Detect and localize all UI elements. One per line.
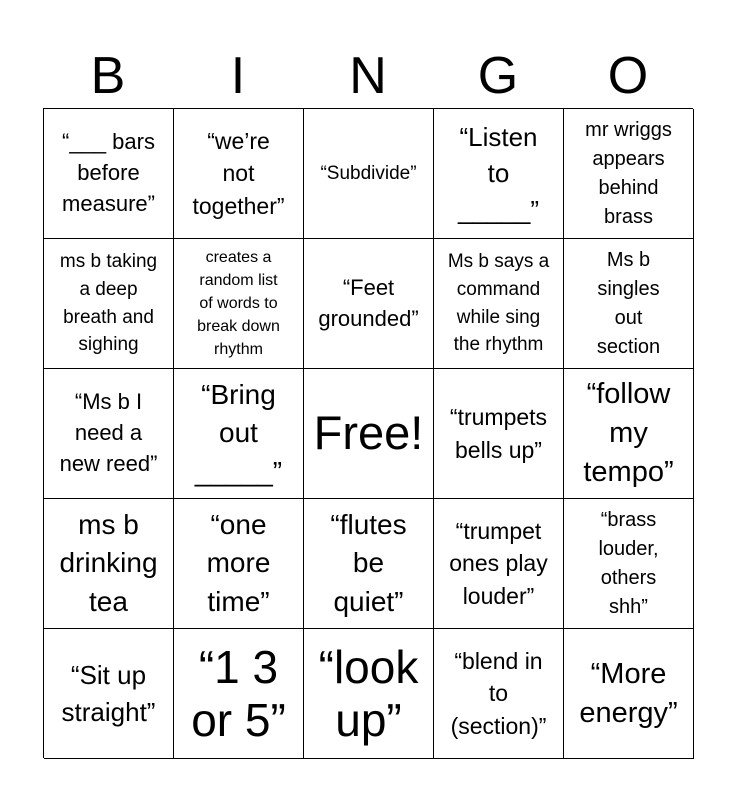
bingo-cell-r1-c2[interactable] (174, 109, 304, 239)
bingo-cell-r3-c5[interactable] (564, 369, 694, 499)
cell-text: “More energy” (579, 657, 678, 729)
bingo-header (43, 42, 693, 108)
cell-text: mr wriggs appears behind brass (585, 118, 672, 228)
cell-text: Ms b says a command while sing the rhythm (447, 251, 550, 356)
bingo-cell-r3-c1[interactable] (44, 369, 174, 499)
bingo-cell-r3-c4[interactable] (434, 369, 564, 499)
bingo-cell-free[interactable] (304, 369, 434, 499)
header-letter-b: B (90, 47, 126, 105)
bingo-cell-r1-c4[interactable] (434, 109, 564, 239)
cell-text: “flutes be quiet” (330, 508, 407, 617)
header-letter-g: G (477, 47, 519, 105)
cell-text: ms b drinking tea (59, 508, 158, 617)
bingo-board (43, 108, 693, 758)
bingo-cell-r5-c3[interactable] (304, 629, 434, 759)
bingo-cell-r2-c2[interactable] (174, 239, 304, 369)
bingo-cell-r1-c1[interactable] (44, 109, 174, 239)
bingo-cell-r4-c3[interactable] (304, 499, 434, 629)
cell-text: “one more time” (206, 508, 271, 617)
cell-text: “trumpet ones play louder” (449, 518, 548, 609)
cell-text: “Subdivide” (320, 162, 417, 184)
bingo-cell-r1-c5[interactable] (564, 109, 694, 239)
bingo-cell-r5-c2[interactable] (174, 629, 304, 759)
header-letter-n: N (349, 47, 387, 105)
bingo-cell-r4-c5[interactable] (564, 499, 694, 629)
bingo-cell-r4-c2[interactable] (174, 499, 304, 629)
cell-text: “trumpets bells up” (449, 404, 548, 463)
cell-text: “1 3 or 5” (191, 640, 286, 746)
cell-text: “Feet grounded” (318, 274, 419, 331)
cell-text: ms b taking a deep breath and sighing (59, 251, 158, 356)
bingo-cell-r2-c4[interactable] (434, 239, 564, 369)
cell-text: creates a random list of words to break down rhythm (197, 248, 280, 359)
bingo-cell-r4-c1[interactable] (44, 499, 174, 629)
cell-text: “we’re not together” (192, 128, 285, 219)
cell-text: “look up” (318, 640, 419, 746)
cell-text: “Listen to _____” (458, 121, 539, 225)
cell-text: “follow my tempo” (583, 378, 674, 488)
cell-text: “Bring out _____” (194, 378, 283, 487)
bingo-cell-r2-c1[interactable] (44, 239, 174, 369)
cell-text: “___ bars before measure” (62, 129, 155, 216)
header-letter-i: I (230, 47, 246, 105)
bingo-cell-r2-c5[interactable] (564, 239, 694, 369)
bingo-cell-r1-c3[interactable] (304, 109, 434, 239)
bingo-cell-r2-c3[interactable] (304, 239, 434, 369)
free-space-text: Free! (313, 406, 424, 460)
cell-text: “Sit up straight” (61, 660, 156, 727)
bingo-cell-r4-c4[interactable] (434, 499, 564, 629)
cell-text: “blend in to (section)” (450, 648, 547, 739)
cell-text: “Ms b I need a new reed” (59, 389, 158, 476)
bingo-cell-r5-c5[interactable] (564, 629, 694, 759)
cell-text: “brass louder, others shh” (598, 508, 659, 618)
bingo-cell-r3-c2[interactable] (174, 369, 304, 499)
cell-text: Ms b singles out section (596, 248, 661, 358)
bingo-cell-r5-c4[interactable] (434, 629, 564, 759)
bingo-cell-r5-c1[interactable] (44, 629, 174, 759)
header-letter-o: O (607, 47, 649, 105)
